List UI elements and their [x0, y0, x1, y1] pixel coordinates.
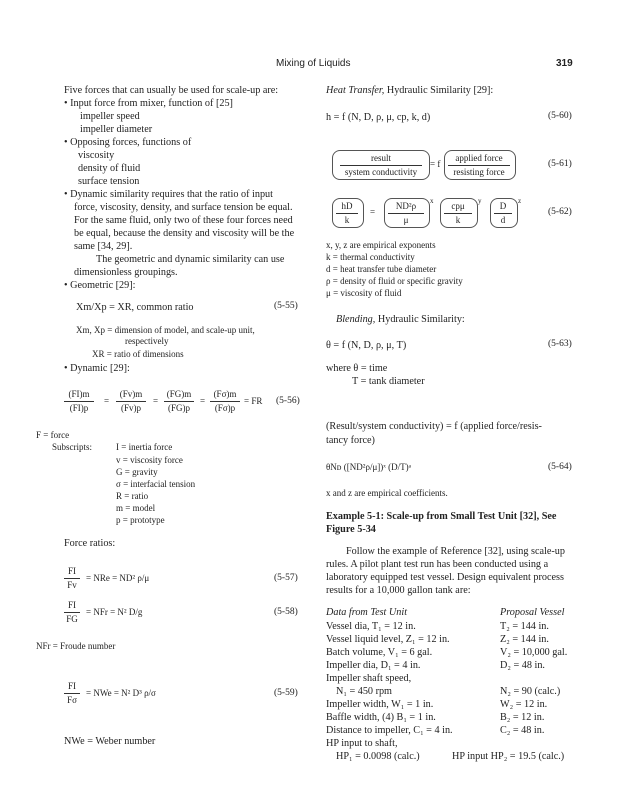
bullet-opposing-forces: • Opposing forces, functions of: [64, 137, 192, 148]
equation-5-63: θ = f (N, D, ρ, μ, T): [326, 340, 407, 351]
table-cell: T₂ = 144 in.: [500, 621, 549, 632]
bullet-sub-item: impeller diameter: [80, 124, 153, 135]
table-cell: B₂ = 12 in.: [500, 712, 545, 723]
subscript-def: R = ratio: [116, 491, 149, 501]
fraction: $\frac{(F\sigma)m}{(F\sigma)p}$: [210, 389, 240, 414]
bullet-sub-item: impeller speed: [80, 111, 140, 122]
equation-number: (5-63): [548, 339, 572, 349]
subscript-def: σ = interfacial tension: [116, 479, 196, 489]
paragraph-line: be equal, because the density and viscosity will be the: [74, 228, 295, 239]
equation-number: (5-55): [274, 301, 298, 311]
bullet-input-force: • Input force from mixer, function of [25]: [64, 98, 233, 109]
fraction: $\frac{(Fv)m}{(Fv)p}$: [116, 389, 146, 414]
equals-f: = f: [430, 159, 441, 169]
table-cell: Impeller shaft speed,: [326, 673, 412, 684]
equation-number: (5-57): [274, 573, 298, 583]
equation-5-57-fraction: $\frac{FI}{Fv}$: [64, 566, 80, 591]
subscript-def: p = prototype: [116, 515, 165, 525]
where-clause: T = tank diameter: [352, 376, 425, 387]
table-cell: HP input to shaft,: [326, 738, 398, 749]
exponent: y: [478, 197, 482, 205]
fraction: $\frac{D}{d}$: [494, 201, 512, 226]
paragraph-line: (Result/system conductivity) = f (applied force/resis-: [326, 421, 542, 432]
paragraph-line: laboratory equipped test vessel. Design equivalent process: [326, 572, 564, 583]
equation-5-55: Xm/Xp = XR, common ratio: [76, 302, 194, 313]
table-cell: Vessel dia, T₁ = 12 in.: [326, 621, 416, 632]
table-cell: V₂ = 10,000 gal.: [500, 647, 568, 658]
table-cell: D₂ = 48 in.: [500, 660, 545, 671]
table-cell: HP input HP₂ = 19.5 (calc.): [452, 751, 565, 762]
fraction: $\frac{hD}{k}$: [336, 201, 358, 226]
equals: =: [370, 207, 376, 217]
definition: Xm, Xp = dimension of model, and scale-up unit,: [76, 325, 255, 335]
coefficients-note: x and z are empirical coefficients.: [326, 488, 448, 498]
equation-5-58-fraction: $\frac{FI}{FG}$: [64, 600, 80, 625]
definition: d = heat transfer tube diameter: [326, 264, 437, 274]
definition: respectively: [125, 336, 169, 346]
bullet-sub-item: viscosity: [78, 150, 115, 161]
equation-5-59-fraction: $\frac{FI}{F\sigma}$: [64, 681, 80, 706]
example-title: Example 5-1: Scale-up from Small Test Unit [32], See: [326, 511, 557, 522]
bullet-geometric: • Geometric [29]:: [64, 280, 136, 291]
definition: ρ = density of fluid or specific gravity: [326, 276, 463, 286]
table-header-test-unit: Data from Test Unit: [326, 607, 408, 618]
paragraph-line: The geometric and dynamic similarity can use: [96, 254, 285, 265]
equation-number: (5-60): [548, 111, 572, 121]
exponent: z: [518, 197, 522, 205]
example-title: Figure 5-34: [326, 524, 376, 535]
table-cell: N₂ = 90 (calc.): [500, 686, 561, 697]
equation-number: (5-59): [274, 688, 298, 698]
exponent: x: [430, 197, 434, 205]
paragraph-line: results for a 10,000 gallon tank are:: [326, 585, 471, 596]
subscript-def: v = viscosity force: [116, 455, 183, 465]
table-cell: HP₁ = 0.0098 (calc.): [336, 751, 420, 762]
definition: k = thermal conductivity: [326, 252, 415, 262]
definition-force: F = force: [36, 430, 70, 440]
definition: μ = viscosity of fluid: [326, 288, 402, 298]
table-cell: Batch volume, V₁ = 6 gal.: [326, 647, 433, 658]
equation-number: (5-61): [548, 159, 572, 169]
fraction: $\frac{\text{ND²ρ}}{\mu}$: [388, 201, 424, 226]
table-cell: Z₂ = 144 in.: [500, 634, 549, 645]
table-cell: Impeller dia, D₁ = 4 in.: [326, 660, 421, 671]
equation-5-64: θNᴅ ([ND²ρ/μ])ˣ (D/T)ᵃ: [326, 462, 412, 472]
paragraph-line: For the same fluid, only two of these four forces need: [74, 215, 293, 226]
bullet-sub-item: surface tension: [78, 176, 140, 187]
running-header-title: Mixing of Liquids: [276, 58, 351, 69]
paragraph-line: force, viscosity, density, and surface tension be equal.: [74, 202, 293, 213]
equation-5-59: = NWe = N² D³ ρ/σ: [86, 688, 156, 698]
subscript-def: I = inertia force: [116, 442, 173, 452]
fraction: cpμ k: [444, 201, 472, 226]
table-cell: Distance to impeller, C₁ = 4 in.: [326, 725, 453, 736]
weber-definition: NWe = Weber number: [64, 736, 156, 747]
equation-5-57: = NRe = ND² ρ/μ: [86, 573, 150, 583]
bullet-dynamic-similarity: • Dynamic similarity requires that the ratio of input: [64, 189, 273, 200]
table-cell: Baffle width, (4) B₁ = 1 in.: [326, 712, 436, 723]
definition: XR = ratio of dimensions: [92, 349, 184, 359]
subscripts-label: Subscripts:: [52, 442, 93, 452]
equation-5-61-right: applied force resisting force: [448, 153, 510, 178]
intro-text: Five forces that can usually be used for scale-up are:: [64, 85, 279, 96]
equation-number: (5-56): [276, 396, 300, 406]
paragraph-line: Follow the example of Reference [32], using scale-up: [346, 546, 565, 557]
subscript-def: G = gravity: [116, 467, 158, 477]
paragraph-line: same [34, 29].: [74, 241, 133, 252]
bullet-dynamic: • Dynamic [29]:: [64, 363, 130, 374]
paragraph-line: rules. A pilot plant test run has been conducted using a: [326, 559, 549, 570]
table-cell: C₂ = 48 in.: [500, 725, 545, 736]
equation-number: (5-58): [274, 607, 298, 617]
fraction: $\frac{(FI)m}{(FI)p}$: [64, 389, 94, 414]
equation-5-61-left: result system conductivity: [340, 153, 422, 178]
paragraph-line: dimensionless groupings.: [74, 267, 178, 278]
fraction: $\frac{(FG)m}{(FG)p}$: [164, 389, 194, 414]
equation-5-58: = NFr = N² D/g: [86, 607, 143, 617]
paragraph-line: tancy force): [326, 435, 375, 446]
force-ratios-label: Force ratios:: [64, 538, 116, 549]
bullet-sub-item: density of fluid: [78, 163, 141, 174]
definition: x, y, z are empirical exponents: [326, 240, 436, 250]
heat-transfer-heading: Heat Transfer, Hydraulic Similarity [29]:: [326, 85, 494, 96]
blending-heading: Blending, Hydraulic Similarity:: [336, 314, 465, 325]
table-cell: W₂ = 12 in.: [500, 699, 548, 710]
table-cell: Vessel liquid level, Z₁ = 12 in.: [326, 634, 450, 645]
table-cell: Impeller width, W₁ = 1 in.: [326, 699, 434, 710]
page-number: 319: [556, 58, 573, 69]
equation-5-60: h = f (N, D, ρ, μ, cp, k, d): [326, 112, 431, 123]
table-cell: N₁ = 450 rpm: [336, 686, 392, 697]
froude-definition: NFr = Froude number: [36, 641, 116, 651]
table-header-proposal: Proposal Vessel: [500, 607, 565, 618]
where-clause: where θ = time: [326, 363, 388, 374]
subscript-def: m = model: [116, 503, 156, 513]
equation-number: (5-64): [548, 462, 572, 472]
equation-number: (5-62): [548, 207, 572, 217]
